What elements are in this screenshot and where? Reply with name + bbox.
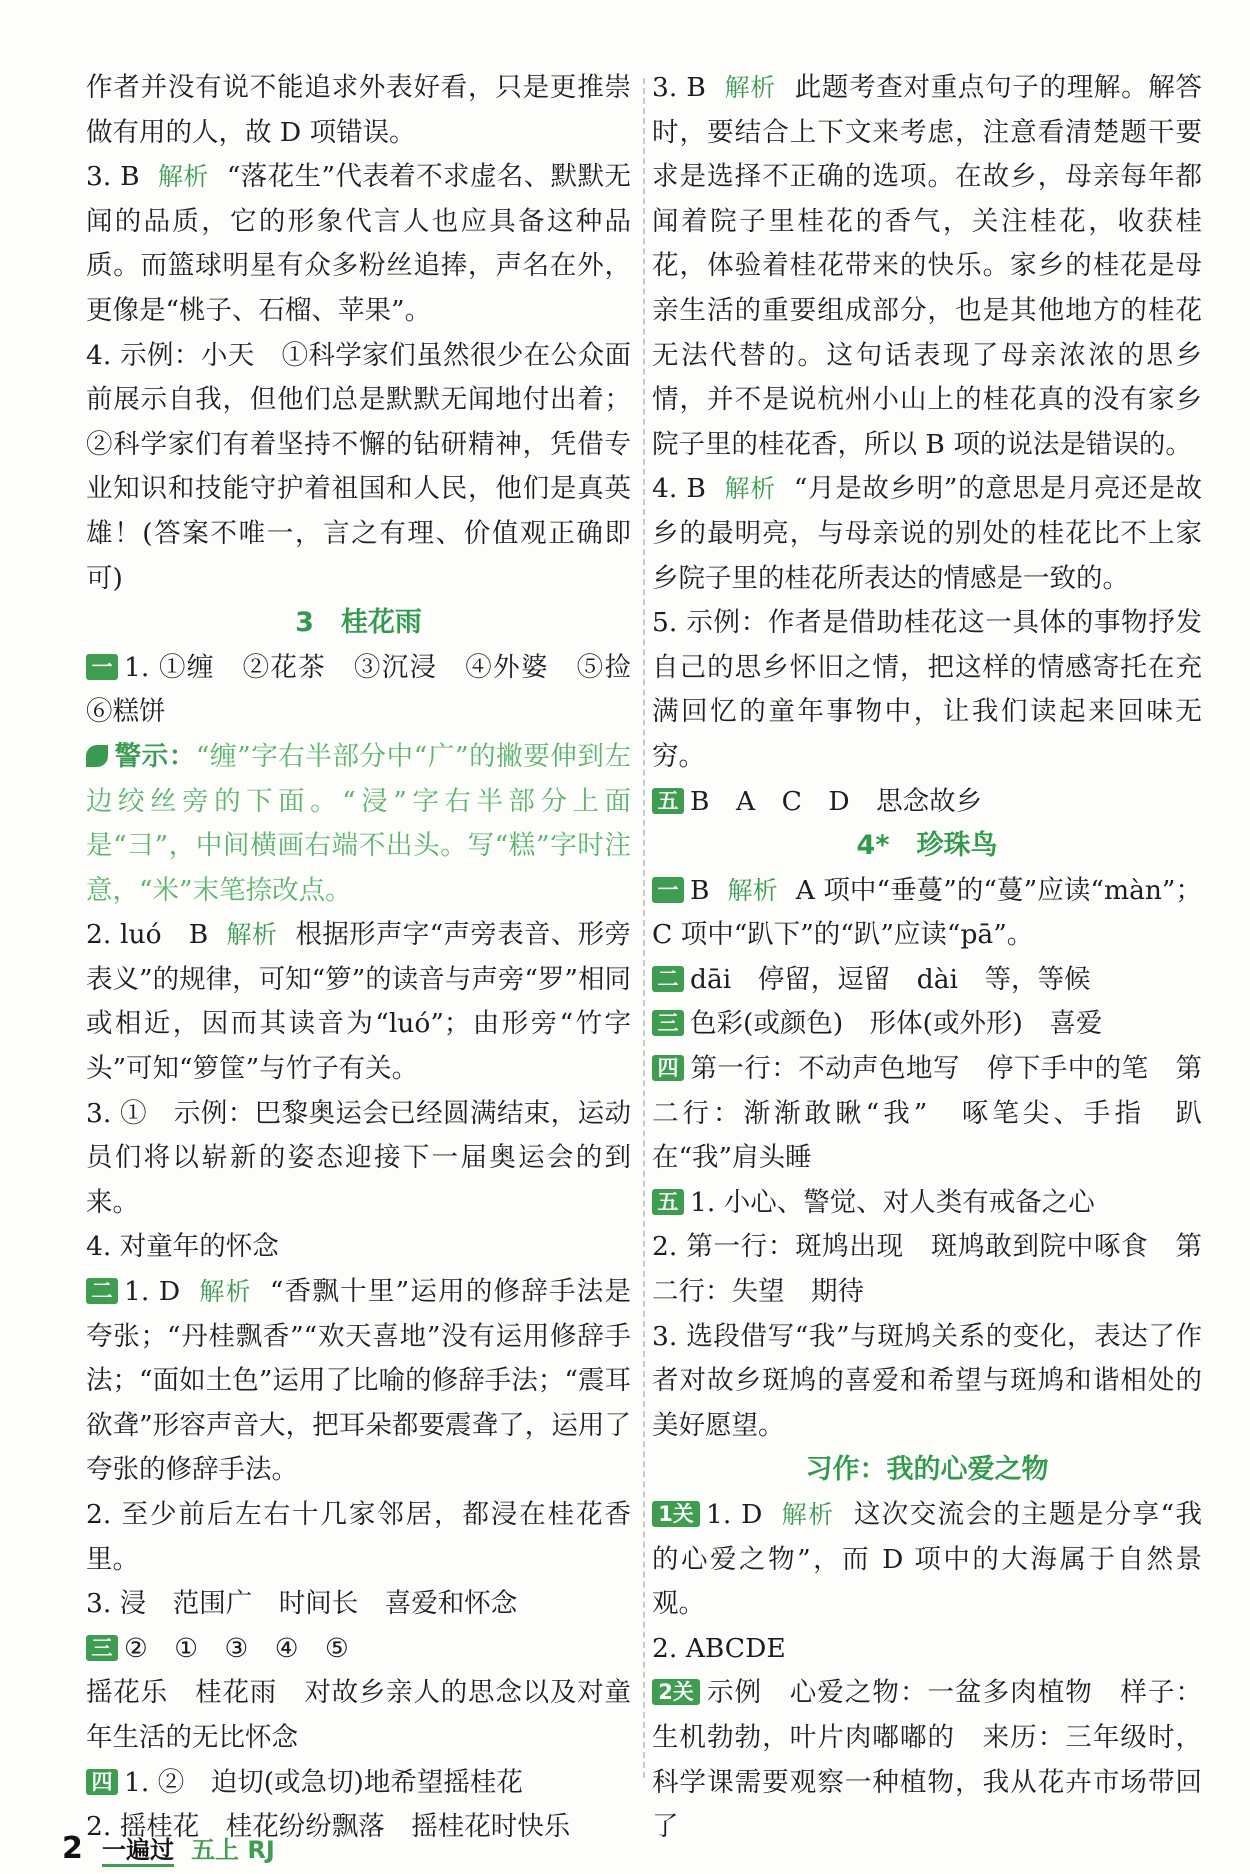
section-1-q2: 2. luó B 解析 根据形声字“声旁表音、形旁表义”的规律，可知“箩”的读音与声旁“罗”相同或相近，因而其读音为“luó”；由形旁“竹字头”可知“箩筐”与竹子有关。	[86, 919, 631, 1085]
analysis-label: 解析	[157, 162, 209, 192]
section-badge: 二	[652, 966, 684, 992]
part-5-q1: 五 1. 小心、警觉、对人类有戒备之心	[652, 1181, 1202, 1226]
level-badge: 2关	[652, 1679, 700, 1705]
page-footer	[62, 1830, 275, 1866]
section-badge: 一	[652, 877, 684, 903]
section-1-q3: 3. ① 示例：巴黎奥运会已经圆满结束，运动员们将以崭新的姿态迎接下一届奥运会的到来。	[86, 1097, 631, 1218]
part-5-q2: 2. 第一行：斑鸠出现 斑鸠敢到院中啄食 第二行：失望 期待	[652, 1231, 1202, 1308]
page-number: 2	[62, 1831, 83, 1866]
section-4-q1: 四 1. ② 迫切(或急切)地希望摇桂花	[86, 1761, 631, 1806]
answer-4: 4. 示例：小天 ①科学家们虽然很少在公众面前展示自我，但他们总是默默无闻地付出着；②科学家们有着坚持不懈的钻研精神，凭借专业知识和技能守护着祖国和人民，他们是真英雄！(答案不唯一，言之有理、价值观正确即可)	[86, 339, 631, 594]
writing-heading: 习作：我的心爱之物	[805, 1454, 1049, 1486]
section-badge: 四	[86, 1769, 118, 1795]
left-column	[86, 66, 658, 1850]
section-badge: 五	[652, 788, 684, 814]
section-3: 三 ② ① ③ ④ ⑤	[86, 1627, 631, 1672]
section-badge: 三	[86, 1635, 118, 1661]
lesson-heading-4: 4* 珍珠鸟	[856, 830, 998, 862]
level-2: 2关 示例 心爱之物：一盆多肉植物 样子：生机勃勃，叶片肉嘟嘟的 来历：三年级时，科学课需要观察一种植物，我从花卉市场带回了	[652, 1677, 1202, 1843]
brand-name: 一遍过	[102, 1836, 174, 1867]
section-1-q4: 4. 对童年的怀念	[86, 1231, 279, 1263]
analysis-label: 解析	[198, 1277, 252, 1307]
section-badge: 一	[86, 654, 118, 680]
leaf-icon	[86, 745, 108, 767]
part-5-q3: 3. 选段借写“我”与斑鸠关系的变化，表达了作者对故乡斑鸠的喜爱和希望与斑鸠和谐相处的美好愿望。	[652, 1320, 1202, 1441]
level-1-q2: 2. ABCDE	[652, 1632, 786, 1664]
section-badge: 二	[86, 1278, 118, 1304]
lesson-heading-3: 3 桂花雨	[295, 607, 422, 639]
section-badge: 四	[652, 1055, 684, 1081]
part-1: 一 B 解析 A 项中“垂蔓”的“蔓”应读“màn”；C 项中“趴下”的“趴”应读“pā”。	[652, 874, 1202, 951]
section-2-q2: 2. 至少前后左右十几家邻居，都浸在桂花香里。	[86, 1499, 631, 1575]
part-3: 三 色彩(或颜色) 形体(或外形) 喜爱	[652, 1002, 1202, 1047]
answer-3: 3. B 解析 “落花生”代表着不求虚名、默默无闻的品质，它的形象代言人也应具备这种品质。而篮球明星有众多粉丝追捧，声名在外，更像是“桃子、石榴、苹果”。	[86, 161, 631, 326]
section-5: 五 B A C D 思念故乡	[652, 780, 1202, 825]
section-3-line2: 摇花乐 桂花雨 对故乡亲人的思念以及对童年生活的无比怀念	[86, 1677, 631, 1753]
analysis-label: 解析	[727, 875, 778, 905]
section-badge: 五	[652, 1189, 684, 1215]
answer-3-right: 3. B 解析 此题考查对重点句子的理解。解答时，要结合上下文来考虑，注意看清楚题干要求是选择不正确的选项。在故乡，母亲每年都闻着院子里桂花的香气，关注桂花，收获桂花，体验着桂花带来的快乐。家乡的桂花是母亲生活的重要组成部分，也是其他地方的桂花无法代替的。这句话表现了母亲浓浓的思乡情，并不是说杭州小山上的桂花真的没有家乡院子里的桂花香，所以 B 项的说法是错误的。	[652, 72, 1202, 460]
level-1: 1关 1. D 解析 这次交流会的主题是分享“我的心爱之物”，而 D 项中的大海属于自然景观。	[652, 1499, 1202, 1620]
answer-5-right: 5. 示例：作者是借助桂花这一具体的事物抒发自己的思乡怀旧之情，把这样的情感寄托在充满回忆的童年事物中，让我们读起来回味无穷。	[652, 607, 1202, 772]
section-4-q2: 2. 摇桂花 桂花纷纷飘落 摇桂花时快乐	[86, 1811, 571, 1843]
section-1: 一 1. ①缠 ②花茶 ③沉浸 ④外婆 ⑤捡 ⑥糕饼	[86, 651, 658, 728]
answer-continuation: 作者并没有说不能追求外表好看，只是更推崇做有用的人，故 D 项错误。	[86, 72, 631, 148]
analysis-label: 解析	[723, 474, 776, 504]
analysis-label: 解析	[723, 73, 776, 102]
warning-note: 警示：“缠”字右半部分中“广”的撇要伸到左边绞丝旁的下面。“浸”字右半部分上面是“彐”，中间横画右端不出头。写“糕”字时注意，“米”末笔捺改点。	[86, 740, 632, 906]
section-2-q1: 二 1. D 解析 “香飘十里”运用的修辞手法是夸张；“丹桂飘香”“欢天喜地”没有运用修辞手法；“面如土色”运用了比喻的修辞手法；“震耳欲聋”形容声音大，把耳朵都要震聋了，运用了夸张的修辞手法。	[86, 1276, 631, 1486]
column-divider	[643, 78, 645, 1778]
section-2-q3: 3. 浸 范围广 时间长 喜爱和怀念	[86, 1588, 518, 1620]
right-column	[652, 66, 1202, 1850]
level-badge: 1关	[652, 1501, 700, 1527]
analysis-label: 解析	[226, 920, 278, 950]
part-4: 四 第一行：不动声色地写 停下手中的笔 第二行：渐渐敢瞅“我” 啄笔尖、手指 趴在“我”肩头睡	[652, 1053, 1202, 1174]
part-2: 二 dāi 停留，逗留 dài 等，等候	[652, 958, 1202, 1003]
grade-label: 五上 RJ	[191, 1836, 275, 1864]
analysis-label: 解析	[780, 1500, 835, 1529]
section-badge: 三	[652, 1010, 684, 1036]
answer-4-right: 4. B 解析 “月是故乡明”的意思是月亮还是故乡的最明亮，与母亲说的别处的桂花比不上家乡院子里的桂花所表达的情感是一致的。	[652, 473, 1202, 594]
